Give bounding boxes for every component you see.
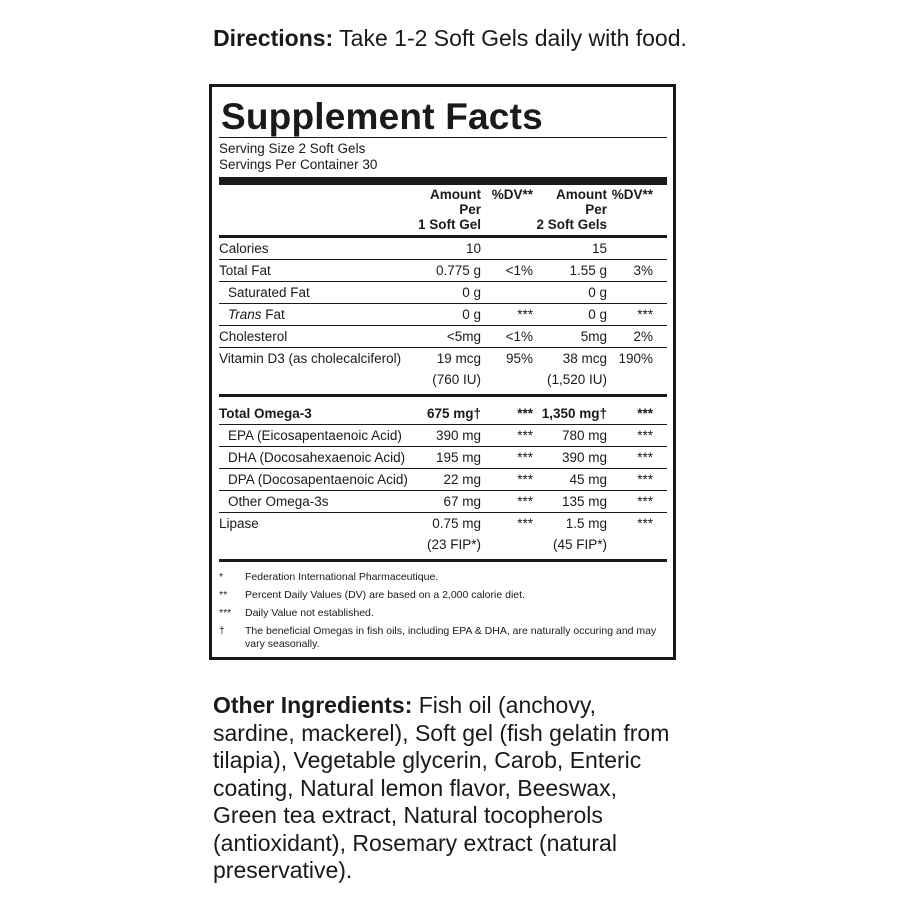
- nutrient-name: DHA (Docosahexaenoic Acid): [228, 450, 406, 465]
- dv-1-soft-gel: ***: [517, 428, 533, 443]
- dv-2-soft-gels: ***: [637, 494, 653, 509]
- nutrient-name: EPA (Eicosapentaenoic Acid): [228, 428, 402, 443]
- table-header: [219, 185, 667, 235]
- nutrient-name: Total Omega-3: [219, 406, 312, 421]
- amount-1-soft-gel: 67 mg: [443, 494, 481, 509]
- supplement-facts-panel: [209, 84, 676, 660]
- dv-1-soft-gel: ***: [517, 450, 533, 465]
- nutrient-name: Cholesterol: [219, 329, 288, 344]
- amount-2-soft-gels: 45 mg: [569, 472, 607, 487]
- header-dv-2: %DV**: [611, 187, 653, 202]
- table-row: [219, 491, 667, 512]
- nutrient-name: Lipase: [219, 516, 259, 531]
- amount-1-soft-gel: 19 mcg (760 IU): [432, 351, 481, 387]
- serving-size: Serving Size 2 Soft Gels: [219, 141, 366, 156]
- dv-1-soft-gel: 95%: [505, 351, 533, 366]
- directions: [0, 24, 900, 52]
- table-row: [219, 304, 667, 325]
- table-row: [219, 326, 667, 347]
- other-ingredients-label: Other Ingredients:: [213, 692, 413, 718]
- amount-1-soft-gel: 675 mg†: [426, 406, 481, 421]
- dv-2-soft-gels: ***: [637, 450, 653, 465]
- nutrient-name: Other Omega-3s: [228, 494, 329, 509]
- amount-1-soft-gel: 10: [465, 241, 481, 256]
- dv-2-soft-gels: ***: [637, 406, 653, 421]
- nutrient-rows: [219, 238, 667, 390]
- nutrient-name: Total Fat: [219, 263, 271, 278]
- table-row: [219, 403, 667, 424]
- nutrient-name: Vitamin D3 (as cholecalciferol): [219, 351, 402, 366]
- amount-1-soft-gel: 0 g: [462, 285, 481, 300]
- amount-2-soft-gels: 1.55 g: [569, 263, 607, 278]
- header-amount-1: Amount Per 1 Soft Gel: [417, 187, 481, 232]
- amount-2-soft-gels: 0 g: [588, 285, 607, 300]
- header-dv-1: %DV**: [491, 187, 533, 202]
- serving-info: [219, 141, 667, 173]
- dv-1-soft-gel: ***: [517, 472, 533, 487]
- table-row: [219, 348, 667, 390]
- dv-2-soft-gels: ***: [637, 472, 653, 487]
- directions-label: Directions:: [213, 25, 334, 51]
- dv-1-soft-gel: <1%: [505, 263, 533, 278]
- omega-rows: [219, 403, 667, 555]
- table-row: [219, 260, 667, 281]
- servings-per-container: Servings Per Container 30: [219, 157, 378, 172]
- dv-2-soft-gels: ***: [637, 428, 653, 443]
- dv-2-soft-gels: 2%: [633, 329, 653, 344]
- footnotes: [219, 562, 667, 651]
- amount-1-soft-gel: 0 g: [462, 307, 481, 322]
- other-ingredients-text: Fish oil (anchovy, sardine, mackerel), Soft gel (fish gelatin from tilapia), Vegetable glycerin, Carob, Enteric coating, Natural lemon flavor, Beeswax, Green tea extract, Natural tocopherols (antioxidant), Rosemary extract (natural preservative).: [213, 692, 670, 883]
- table-row: [219, 282, 667, 303]
- table-row: [219, 513, 667, 555]
- amount-2-soft-gels: 5mg: [580, 329, 607, 344]
- amount-2-soft-gels: 780 mg: [561, 428, 607, 443]
- directions-text: Take 1-2 Soft Gels daily with food.: [333, 25, 687, 51]
- facts-title: Supplement Facts: [221, 96, 543, 137]
- table-row: [219, 238, 667, 259]
- amount-2-soft-gels: 15: [591, 241, 607, 256]
- footnote: * Federation International Pharmaceutique.: [219, 571, 439, 583]
- nutrient-name: Trans Fat: [228, 307, 285, 322]
- dv-2-soft-gels: ***: [637, 307, 653, 322]
- amount-1-soft-gel: 390 mg: [435, 428, 481, 443]
- table-row: [219, 425, 667, 446]
- amount-2-soft-gels: 135 mg: [561, 494, 607, 509]
- nutrient-name: Saturated Fat: [228, 285, 310, 300]
- dv-2-soft-gels: ***: [637, 516, 653, 531]
- footnote: ** Percent Daily Values (DV) are based on a 2,000 calorie diet.: [219, 589, 525, 601]
- dv-2-soft-gels: 190%: [618, 351, 653, 366]
- dv-1-soft-gel: ***: [517, 494, 533, 509]
- amount-1-soft-gel: <5mg: [446, 329, 481, 344]
- amount-2-soft-gels: 0 g: [588, 307, 607, 322]
- footnote: † The beneficial Omegas in fish oils, including EPA & DHA, are naturally occuring and may vary seasonally.: [219, 625, 657, 650]
- nutrient-name: DPA (Docosapentaenoic Acid): [228, 472, 408, 487]
- nutrient-name: Calories: [219, 241, 269, 256]
- dv-1-soft-gel: ***: [517, 307, 533, 322]
- table-row: [219, 447, 667, 468]
- other-ingredients: [213, 692, 683, 885]
- amount-2-soft-gels: 1,350 mg†: [541, 406, 607, 421]
- amount-1-soft-gel: 195 mg: [435, 450, 481, 465]
- table-row: [219, 469, 667, 490]
- amount-1-soft-gel: 0.775 g: [435, 263, 481, 278]
- amount-2-soft-gels: 38 mcg (1,520 IU): [546, 351, 607, 387]
- amount-1-soft-gel: 22 mg: [443, 472, 481, 487]
- header-amount-2: Amount Per 2 Soft Gels: [536, 187, 607, 232]
- amount-2-soft-gels: 1.5 mg (45 FIP*): [552, 516, 607, 552]
- dv-1-soft-gel: ***: [517, 516, 533, 531]
- dv-1-soft-gel: <1%: [505, 329, 533, 344]
- dv-2-soft-gels: 3%: [633, 263, 653, 278]
- dv-1-soft-gel: ***: [517, 406, 533, 421]
- amount-1-soft-gel: 0.75 mg (23 FIP*): [426, 516, 481, 552]
- footnote: *** Daily Value not established.: [219, 607, 374, 619]
- amount-2-soft-gels: 390 mg: [561, 450, 607, 465]
